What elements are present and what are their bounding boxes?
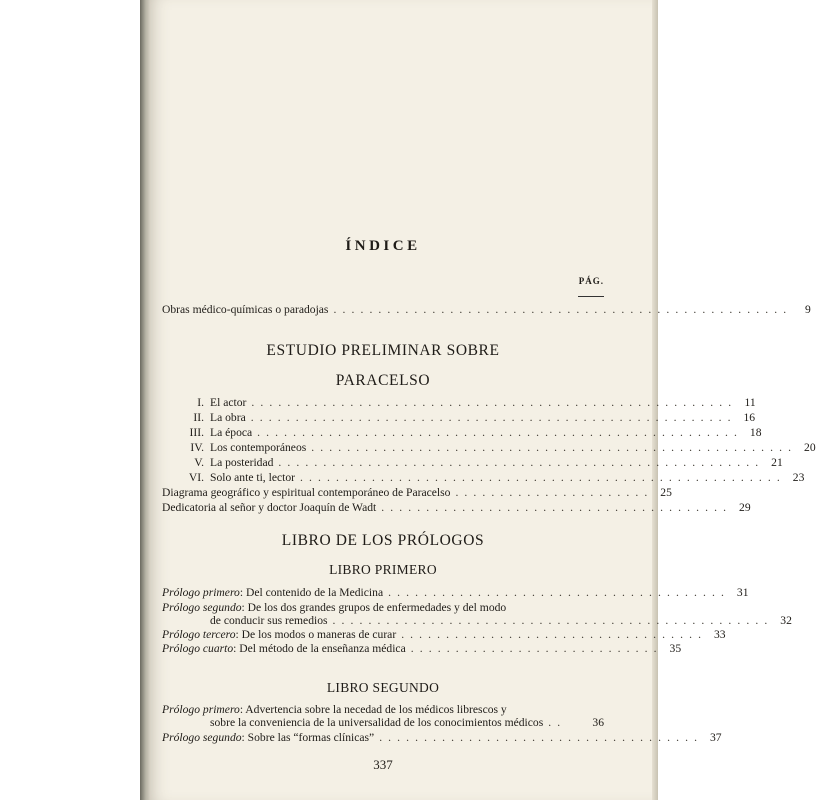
section-heading-paracelso: PARACELSO [335, 372, 431, 389]
toc-entry: Prólogo segundo : Sobre las “formas clínicas” . . . . . . . . . . . . . . . . . . . . . . . . . . . . . . . . . . . . 37 [162, 731, 722, 744]
toc-entry-text: Solo ante ti, lector [210, 471, 296, 484]
toc-entry-page: 25 [660, 486, 672, 499]
toc-entry-text: La época [210, 426, 253, 439]
toc-entry-page: 21 [771, 456, 783, 469]
toc-entry-text: : Del contenido de la Medicina [239, 586, 384, 599]
toc-entry: II. La obra . . . . . . . . . . . . . . . . . . . . . . . . . . . . . . . . . . . . . . . . . . . . . . . . . . . . . . 16 [162, 410, 604, 425]
subsection-heading-libro-primero: LIBRO PRIMERO [329, 562, 437, 577]
toc-entry-page: 16 [743, 411, 756, 424]
toc-entry-page: 9 [805, 303, 811, 316]
toc-entry-page: 31 [736, 586, 749, 599]
page-number: 337 [373, 757, 393, 772]
book-spine-shadow [140, 0, 150, 800]
toc-entry-text: Dedicatoria al señor y doctor Joaquín de Wadt [162, 501, 377, 514]
toc-entry-number: II. [193, 411, 204, 424]
toc-entry: Prólogo tercero : De los modos o maneras de curar . . . . . . . . . . . . . . . . . . . . . . . . . . . . . . . . . . 33 [162, 628, 726, 641]
toc-entry-label: Prólogo segundo [162, 601, 242, 614]
toc-entry-continuation: sobre la conveniencia de la universalidad de los conocimientos médicos . . 36 [210, 716, 604, 729]
toc-entry: V. La posteridad . . . . . . . . . . . . . . . . . . . . . . . . . . . . . . . . . . . . . . . . . . . . . . . . . . . . . . 21 [162, 455, 604, 470]
toc-entry-text: : De los modos o maneras de curar [235, 628, 397, 641]
toc-entry: Prólogo cuarto : Del método de la enseñanza médica . . . . . . . . . . . . . . . . . . . . . . . . . . . . 35 [162, 642, 682, 655]
toc-entry-number: IV. [190, 441, 204, 454]
toc-entry-intro: Obras médico-químicas o paradojas . . . . . . . . . . . . . . . . . . . . . . . . . . . . . . . . . . . . . . . . . . . . . . . . . . . 9 [162, 303, 811, 316]
toc-entry-text: Los contemporáneos [210, 441, 307, 454]
toc-entry-text: : De los dos grandes grupos de enfermedades y del modo [241, 601, 507, 614]
toc-entry-page: 35 [669, 642, 682, 655]
toc-entry-page: 29 [739, 501, 751, 514]
toc-entry: III. La época . . . . . . . . . . . . . . . . . . . . . . . . . . . . . . . . . . . . . . . . . . . . . . . . . . . . . . 18 [162, 425, 604, 440]
toc-entry-text: Diagrama geográfico y espiritual contemporáneo de Paracelso [162, 486, 451, 499]
page-column-rule [578, 296, 604, 297]
toc-entry: IV. Los contemporáneos . . . . . . . . . . . . . . . . . . . . . . . . . . . . . . . . . . . . . . . . . . . . . . . . . . . . . . 20 [162, 440, 604, 455]
toc-entry-label: Prólogo primero [162, 703, 240, 716]
toc-entry-page: 11 [744, 396, 756, 409]
toc-entry-label: Prólogo segundo [162, 731, 242, 744]
toc-entry-page: 20 [804, 441, 816, 454]
toc-entry-number: V. [194, 456, 204, 469]
toc-entry-page: 37 [709, 731, 722, 744]
toc-entry-text: La obra [210, 411, 246, 424]
index-title: ÍNDICE [345, 238, 421, 254]
toc-entry-page: 33 [714, 628, 726, 641]
subsection-heading-libro-segundo: LIBRO SEGUNDO [326, 680, 440, 695]
toc-entry-text: de conducir sus remedios [210, 614, 328, 627]
section-heading-prologos: LIBRO DE LOS PRÓLOGOS [281, 532, 485, 549]
toc-entry-number: VI. [188, 471, 204, 484]
toc-entry-page: 36 [592, 716, 604, 729]
toc-entry-text: El actor [210, 396, 247, 409]
toc-entry-continuation: de conducir sus remedios . . . . . . . . . . . . . . . . . . . . . . . . . . . . . . . . . . . . . . . . . . . . . . . . . 32 [210, 614, 792, 627]
toc-entry-label: Prólogo cuarto [162, 642, 234, 655]
toc-entry: Dedicatoria al señor y doctor Joaquín de Wadt . . . . . . . . . . . . . . . . . . . . . . . . . . . . . . . . . . . . . . . 29 [162, 501, 751, 514]
toc-entry-text: : Del método de la enseñanza médica [233, 642, 406, 655]
toc-entry-text: sobre la conveniencia de la universalidad de los conocimientos médicos [210, 716, 544, 729]
toc-entry-text: La posteridad [210, 456, 274, 469]
section-heading-estudio: ESTUDIO PRELIMINAR SOBRE [266, 342, 500, 359]
toc-entry-label: Prólogo primero [162, 586, 240, 599]
toc-entry-text: : Sobre las “formas clínicas” [241, 731, 375, 744]
toc-entry: I. El actor . . . . . . . . . . . . . . . . . . . . . . . . . . . . . . . . . . . . . . . . . . . . . . . . . . . . . . 11 [162, 395, 604, 410]
toc-entry-page: 32 [780, 614, 792, 627]
page-column-label: PÁG. [578, 276, 604, 286]
toc-entry-number: III. [189, 426, 204, 439]
toc-entry-page: 18 [749, 426, 762, 439]
toc-entry-page: 23 [792, 471, 805, 484]
toc-entry-label: Prólogo tercero [162, 628, 236, 641]
toc-entry: VI. Solo ante ti, lector . . . . . . . . . . . . . . . . . . . . . . . . . . . . . . . . . . . . . . . . . . . . . . . . . . . . . . 23 [162, 470, 604, 485]
toc-entry: Diagrama geográfico y espiritual contemporáneo de Paracelso . . . . . . . . . . . . . . . . . . . . . . 25 [162, 486, 672, 499]
toc-entry-text: : Advertencia sobre la necedad de los médicos librescos y [239, 703, 507, 716]
toc-entry-text: Obras médico-químicas o paradojas [162, 303, 329, 316]
toc-entry: Prólogo primero : Del contenido de la Medicina . . . . . . . . . . . . . . . . . . . . . . . . . . . . . . . . . . . . . . 31 [162, 586, 749, 599]
toc-entry-number: I. [197, 396, 204, 409]
